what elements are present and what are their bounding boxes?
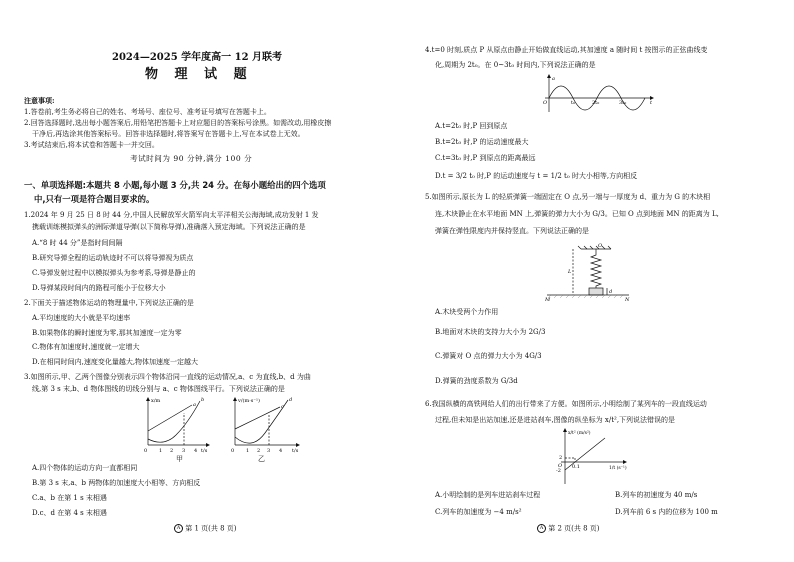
question-3-stem: 3.如图所示,甲、乙两个图像分别表示四个物体沿同一直线的运动情况,a、c 为直线,b、d 为曲 [24,373,311,381]
q3-right-xlabel: t/s [292,448,299,454]
q3-option-c: C.a、b 在第 1 s 末相遇 [32,494,107,502]
footer-badge: A [174,524,183,533]
q6-origin: O [558,463,563,469]
q3-tick: 1 [246,448,250,454]
q3-caption-left: 甲 [176,455,183,463]
q4-origin: O [543,100,548,106]
footer-text: 第 2 页(共 8 页) [548,524,600,533]
q3-tick: 2 [257,448,261,454]
q3-tick: 4 [194,448,198,454]
q6-option-b: B.列车的初速度为 40 m/s [615,491,698,499]
question-5-stem: 弹簧在弹性限度内并保持竖直。下列说法正确的是 [435,227,589,235]
q6-option-d: D.列车前 6 s 内的位移为 100 m [615,508,718,516]
question-5-stem: 连,木块静止在水平地面 MN 上,弹簧的弹力大小为 G/3。已知 O 点到地面 MN 的距离为 L, [435,210,719,218]
q4-tick: t₀ [571,100,576,106]
exam-info: 考试时间为 90 分钟,满分 100 分 [130,154,253,163]
q3-curve-label-c: c [281,404,284,410]
q3-option-a: A.四个物体的运动方向一直都相同 [32,464,138,472]
notice-line: 2.回答选择题时,选出每小题答案后,用铅笔把答题卡上对应题目的答案标号涂黑。如需改动,用橡皮擦 [24,119,332,127]
q3-tick: 0 [144,448,148,454]
question-1-stem: 携载训练模拟弹头的洲际弹道导弹(以下简称导弹),准确落入预定海域。下列说法正确的是 [32,223,306,231]
question-5-stem: 5.如图所示,原长为 L 的轻质弹簧一端固定在 O 点,另一端与一厚度为 d、重力为 G 的木块相 [425,193,711,201]
q5-label-o: O [598,243,603,249]
q3-option-d: D.c、d 在第 4 s 末相遇 [32,509,107,517]
q3-tick: 2 [170,448,174,454]
q3-caption-right: 乙 [258,455,265,463]
page-footer [174,524,237,534]
q4-option-b: B.t=2t₀ 时,P 的运动速度最大 [435,138,529,146]
section-heading: 中,只有一项是符合题目要求的。 [34,194,155,204]
q5-figure [545,243,631,303]
notice-line: 1.答卷前,考生务必将自己的姓名、考场号、座位号、准考证号填写在答题卡上。 [24,108,271,116]
page-footer [537,524,600,534]
section-heading: 一、单项选择题:本题共 8 小题,每小题 3 分,共 24 分。在每小题给出的四个选项 [24,180,326,190]
q3-curve-label-d: d [289,397,293,403]
exam-subject: 物 理 试 题 [145,67,253,82]
q6-option-c: C.列车的加速度为 −4 m/s² [435,508,522,516]
q3-left-ylabel: x/m [151,398,161,404]
q3-line-c [235,407,280,429]
q3-curve-label-a: a [193,402,196,408]
q6-line [565,438,605,470]
question-1-stem: 1.2024 年 9 月 25 日 8 时 44 分,中国人民解放军火箭军向太平洋相关公海海域,成功发射 1 发 [24,211,319,219]
notice-heading: 注意事项: [24,96,55,105]
q5-option-c: C.弹簧对 O 点的弹力大小为 4G/3 [435,352,542,360]
exam-title: 2024—2025 学年度高一 12 月联考 [112,52,283,63]
q3-tick: 4 [279,448,283,454]
q1-option-a: A.“8 时 44 分”是指时间间隔 [32,239,123,247]
notice-line: 干净后,再选涂其他答案标号。回答非选择题时,将答案写在答题卡上,写在本试卷上无效。 [32,130,305,138]
q6-ylabel: x/t² (m/s²) [568,431,591,436]
q3-tick: 1 [159,448,163,454]
q6-xlabel: 1/t (s⁻¹) [609,466,627,471]
notice-line: 3.考试结束后,将本试卷和答题卡一并交回。 [24,141,159,149]
q5-label-n: N [625,297,630,303]
question-4-stem: 化,周期为 2t₀。在 0~3t₀ 时间内,下列说法正确的是 [435,61,596,69]
q4-xlabel: t [650,100,653,106]
q6-figure [551,426,631,486]
page-2 [397,0,794,562]
q4-option-c: C.t=3t₀ 时,P 到原点的距离最远 [435,154,536,162]
q4-tick: 2t₀ [592,100,600,106]
question-6-stem: 过程,但未知是出站加速,还是进站刹车,图像的纵坐标为 x/t²,下列说法错误的是 [435,416,676,424]
q3-right-ylabel: v/(m·s⁻¹) [238,398,260,404]
q4-option-a: A.t=2t₀ 时,P 回到原点 [435,122,508,130]
q3-option-b: B.第 3 s 末,a、b 两物体的加速度大小相等、方向相反 [32,479,201,487]
q6-y2: -2 [556,468,561,474]
q5-block [589,288,603,295]
q2-option-b: B.如果物体的瞬时速度为零,那其加速度一定为零 [32,329,182,337]
q6-y1: 2 [559,455,563,461]
q6-x1: 0.1 [572,464,580,470]
q3-curve-label-b: b [201,397,205,403]
q6-option-a: A.小明绘制的是列车进站刹车过程 [435,491,541,499]
q4-figure [537,74,657,114]
question-6-stem: 6.我国纵横的高铁网给人们的出行带来了方便。如图所示,小明绘制了某列车的一段直线运动 [425,400,707,408]
q5-spring [591,249,601,288]
q1-option-d: D.导弹某段时间内的路程可能小于位移大小 [32,284,166,292]
q5-option-a: A.木块受两个力作用 [435,308,499,316]
q3-tick: 3 [182,448,186,454]
q1-option-b: B.研究导弹全程的运动轨迹时不可以将导弹视为质点 [32,254,194,262]
q2-option-a: A.平均速度的大小就是平均速率 [32,314,131,322]
q2-option-d: D.在相同时间内,速度变化量越大,物体加速度一定越大 [32,358,199,366]
q5-label-m: M [545,297,551,303]
q2-option-c: C.物体有加速度时,速度就一定增大 [32,343,140,351]
q4-ylabel: a [552,76,555,82]
q3-left-xlabel: t/s [201,448,208,454]
q3-figure [140,395,310,457]
question-3-stem: 线,第 3 s 末,b、d 物体图线的切线分别与 a、c 物体图线平行。下列说法正确的是 [32,385,285,393]
footer-text: 第 1 页(共 8 页) [185,524,237,533]
q5-label-d: d [609,289,613,295]
q4-tick: 3t₀ [619,100,627,106]
q3-tick: 0 [231,448,235,454]
q5-option-d: D.弹簧的劲度系数为 G/3d [435,377,518,385]
question-2-stem: 2.下面关于描述物体运动的物理量中,下列说法正确的是 [24,299,194,307]
question-4-stem: 4.t=0 时刻,质点 P 从原点由静止开始做直线运动,其加速度 a 随时间 t 按图示的正弦曲线变 [425,46,708,54]
footer-badge: A [537,524,546,533]
q5-label-l: L [568,269,572,275]
q5-option-b: B.地面对木块的支持力大小为 2G/3 [435,328,546,336]
q3-tick: 3 [267,448,271,454]
q1-option-c: C.导弹发射过程中以模拟弹头为参考系,导弹是静止的 [32,269,196,277]
q3-line-a [148,405,192,431]
q4-option-d: D.t = 3/2 t₀ 时,P 的运动速度与 t = 1/2 t₀ 时大小相等,方向相反 [435,172,638,180]
